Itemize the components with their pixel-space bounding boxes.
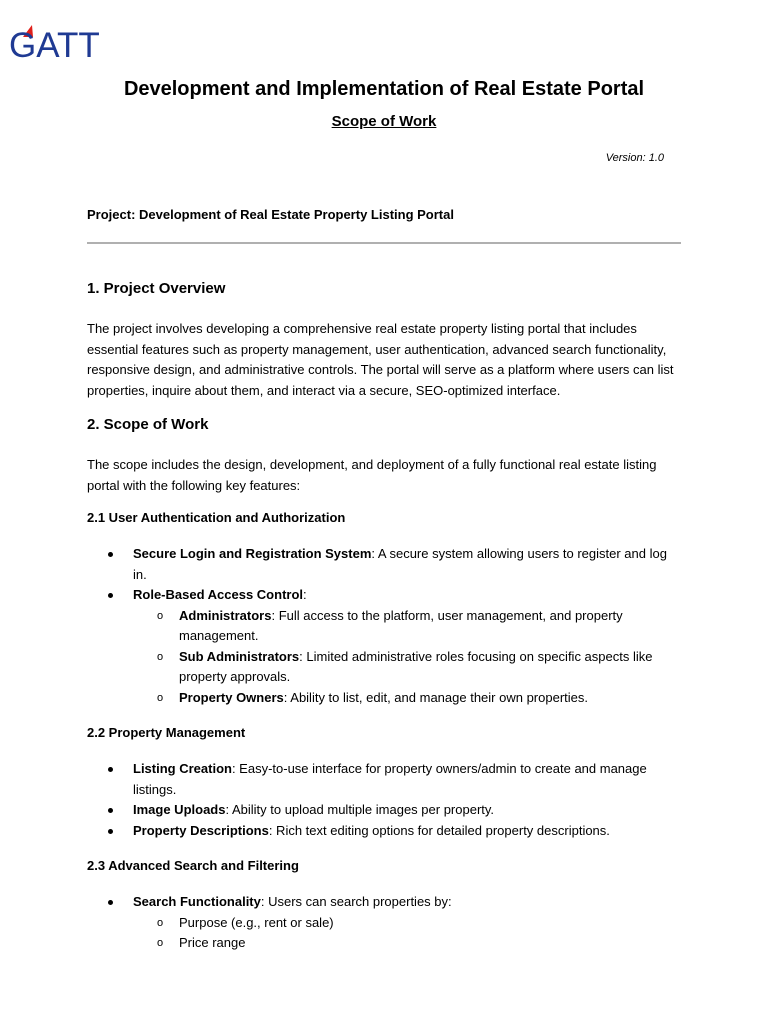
list-item bbox=[87, 892, 679, 954]
list-item-term: Listing Creation bbox=[133, 761, 232, 776]
bullet-icon bbox=[108, 829, 113, 834]
subsection-heading-search: 2.3 Advanced Search and Filtering bbox=[87, 858, 299, 873]
project-line: Project: Development of Real Estate Property Listing Portal bbox=[87, 207, 454, 222]
sub-list-item bbox=[133, 933, 679, 954]
roles-sub-list bbox=[133, 606, 679, 709]
sub-list-item bbox=[133, 913, 679, 934]
list-item bbox=[87, 759, 679, 800]
list-item-term: Secure Login and Registration System bbox=[133, 546, 372, 561]
section-heading-overview: 1. Project Overview bbox=[87, 280, 226, 297]
sub-item-desc: : Ability to list, edit, and manage their own properties. bbox=[283, 689, 588, 705]
sub-bullet-icon: o bbox=[157, 937, 164, 949]
document-subtitle: Scope of Work bbox=[331, 113, 437, 130]
list-item bbox=[87, 544, 679, 585]
scope-intro-paragraph: The scope includes the design, development, and deployment of a fully functional real estate listing portal with the following key features: bbox=[87, 457, 657, 493]
list-item-term: Role-Based Access Control bbox=[133, 587, 304, 602]
gatt-logo bbox=[9, 24, 109, 66]
list-item-term: Search Functionality bbox=[133, 894, 261, 909]
sub-list-item bbox=[133, 606, 679, 647]
bullet-icon bbox=[108, 900, 113, 905]
subsection-heading-property: 2.2 Property Management bbox=[87, 725, 246, 740]
list-item-desc: : bbox=[303, 587, 307, 602]
sub-bullet-icon: o bbox=[157, 650, 164, 663]
sub-item-term: Property Owners bbox=[179, 689, 284, 705]
list-item bbox=[87, 800, 679, 821]
list-item-desc: : Ability to upload multiple images per property. bbox=[225, 802, 495, 817]
sub-item-term: Administrators bbox=[179, 607, 272, 623]
sub-item-term: Sub Administrators bbox=[179, 648, 300, 664]
list-item-desc: : A secure system allowing users to register and log in. bbox=[133, 546, 667, 582]
list-item-desc: : Easy-to-use interface for property owners/admin to create and manage listings. bbox=[133, 761, 647, 797]
auth-bullet-list bbox=[87, 544, 679, 708]
list-item-desc: : Users can search properties by: bbox=[260, 894, 452, 909]
document-title: Development and Implementation of Real Estate Portal bbox=[123, 78, 645, 100]
document-body bbox=[87, 278, 679, 954]
sub-item-text: Price range bbox=[179, 935, 246, 950]
bullet-icon bbox=[108, 552, 113, 557]
list-item-desc: : Rich text editing options for detailed property descriptions. bbox=[268, 822, 610, 838]
sub-list-item bbox=[133, 688, 679, 709]
list-item-term: Image Uploads bbox=[133, 802, 226, 817]
sub-item-text: Purpose (e.g., rent or sale) bbox=[179, 914, 334, 930]
overview-paragraph: The project involves developing a comprehensive real estate property listing portal that includes essential features such as property management, user authentication, advanced search functionality, responsive design, and administrative controls. The portal will serve as a platform where users can list properties, inquire about them, and interact via a secure, SEO-optimized interface. bbox=[87, 321, 674, 398]
version-label: Version: 1.0 bbox=[605, 152, 664, 164]
list-item-term: Property Descriptions bbox=[133, 822, 269, 838]
sub-bullet-icon: o bbox=[157, 691, 164, 704]
bullet-icon bbox=[108, 808, 113, 813]
logo-text: GATT bbox=[9, 26, 100, 65]
bullet-icon bbox=[108, 593, 113, 598]
sub-bullet-icon: o bbox=[157, 609, 164, 622]
horizontal-divider bbox=[87, 242, 681, 244]
section-heading-scope: 2. Scope of Work bbox=[87, 416, 209, 433]
bullet-icon bbox=[108, 767, 113, 772]
search-criteria-sub-list bbox=[133, 913, 679, 954]
search-bullet-list bbox=[87, 892, 679, 954]
list-item bbox=[87, 585, 679, 708]
sub-item-desc: : Limited administrative roles focusing on specific aspects like property approvals. bbox=[179, 648, 653, 684]
sub-bullet-icon: o bbox=[157, 916, 164, 929]
property-bullet-list bbox=[87, 759, 679, 841]
subsection-heading-auth: 2.1 User Authentication and Authorization bbox=[87, 510, 346, 525]
sub-list-item bbox=[133, 647, 679, 688]
sub-item-desc: : Full access to the platform, user management, and property management. bbox=[179, 607, 623, 643]
list-item bbox=[87, 821, 679, 842]
